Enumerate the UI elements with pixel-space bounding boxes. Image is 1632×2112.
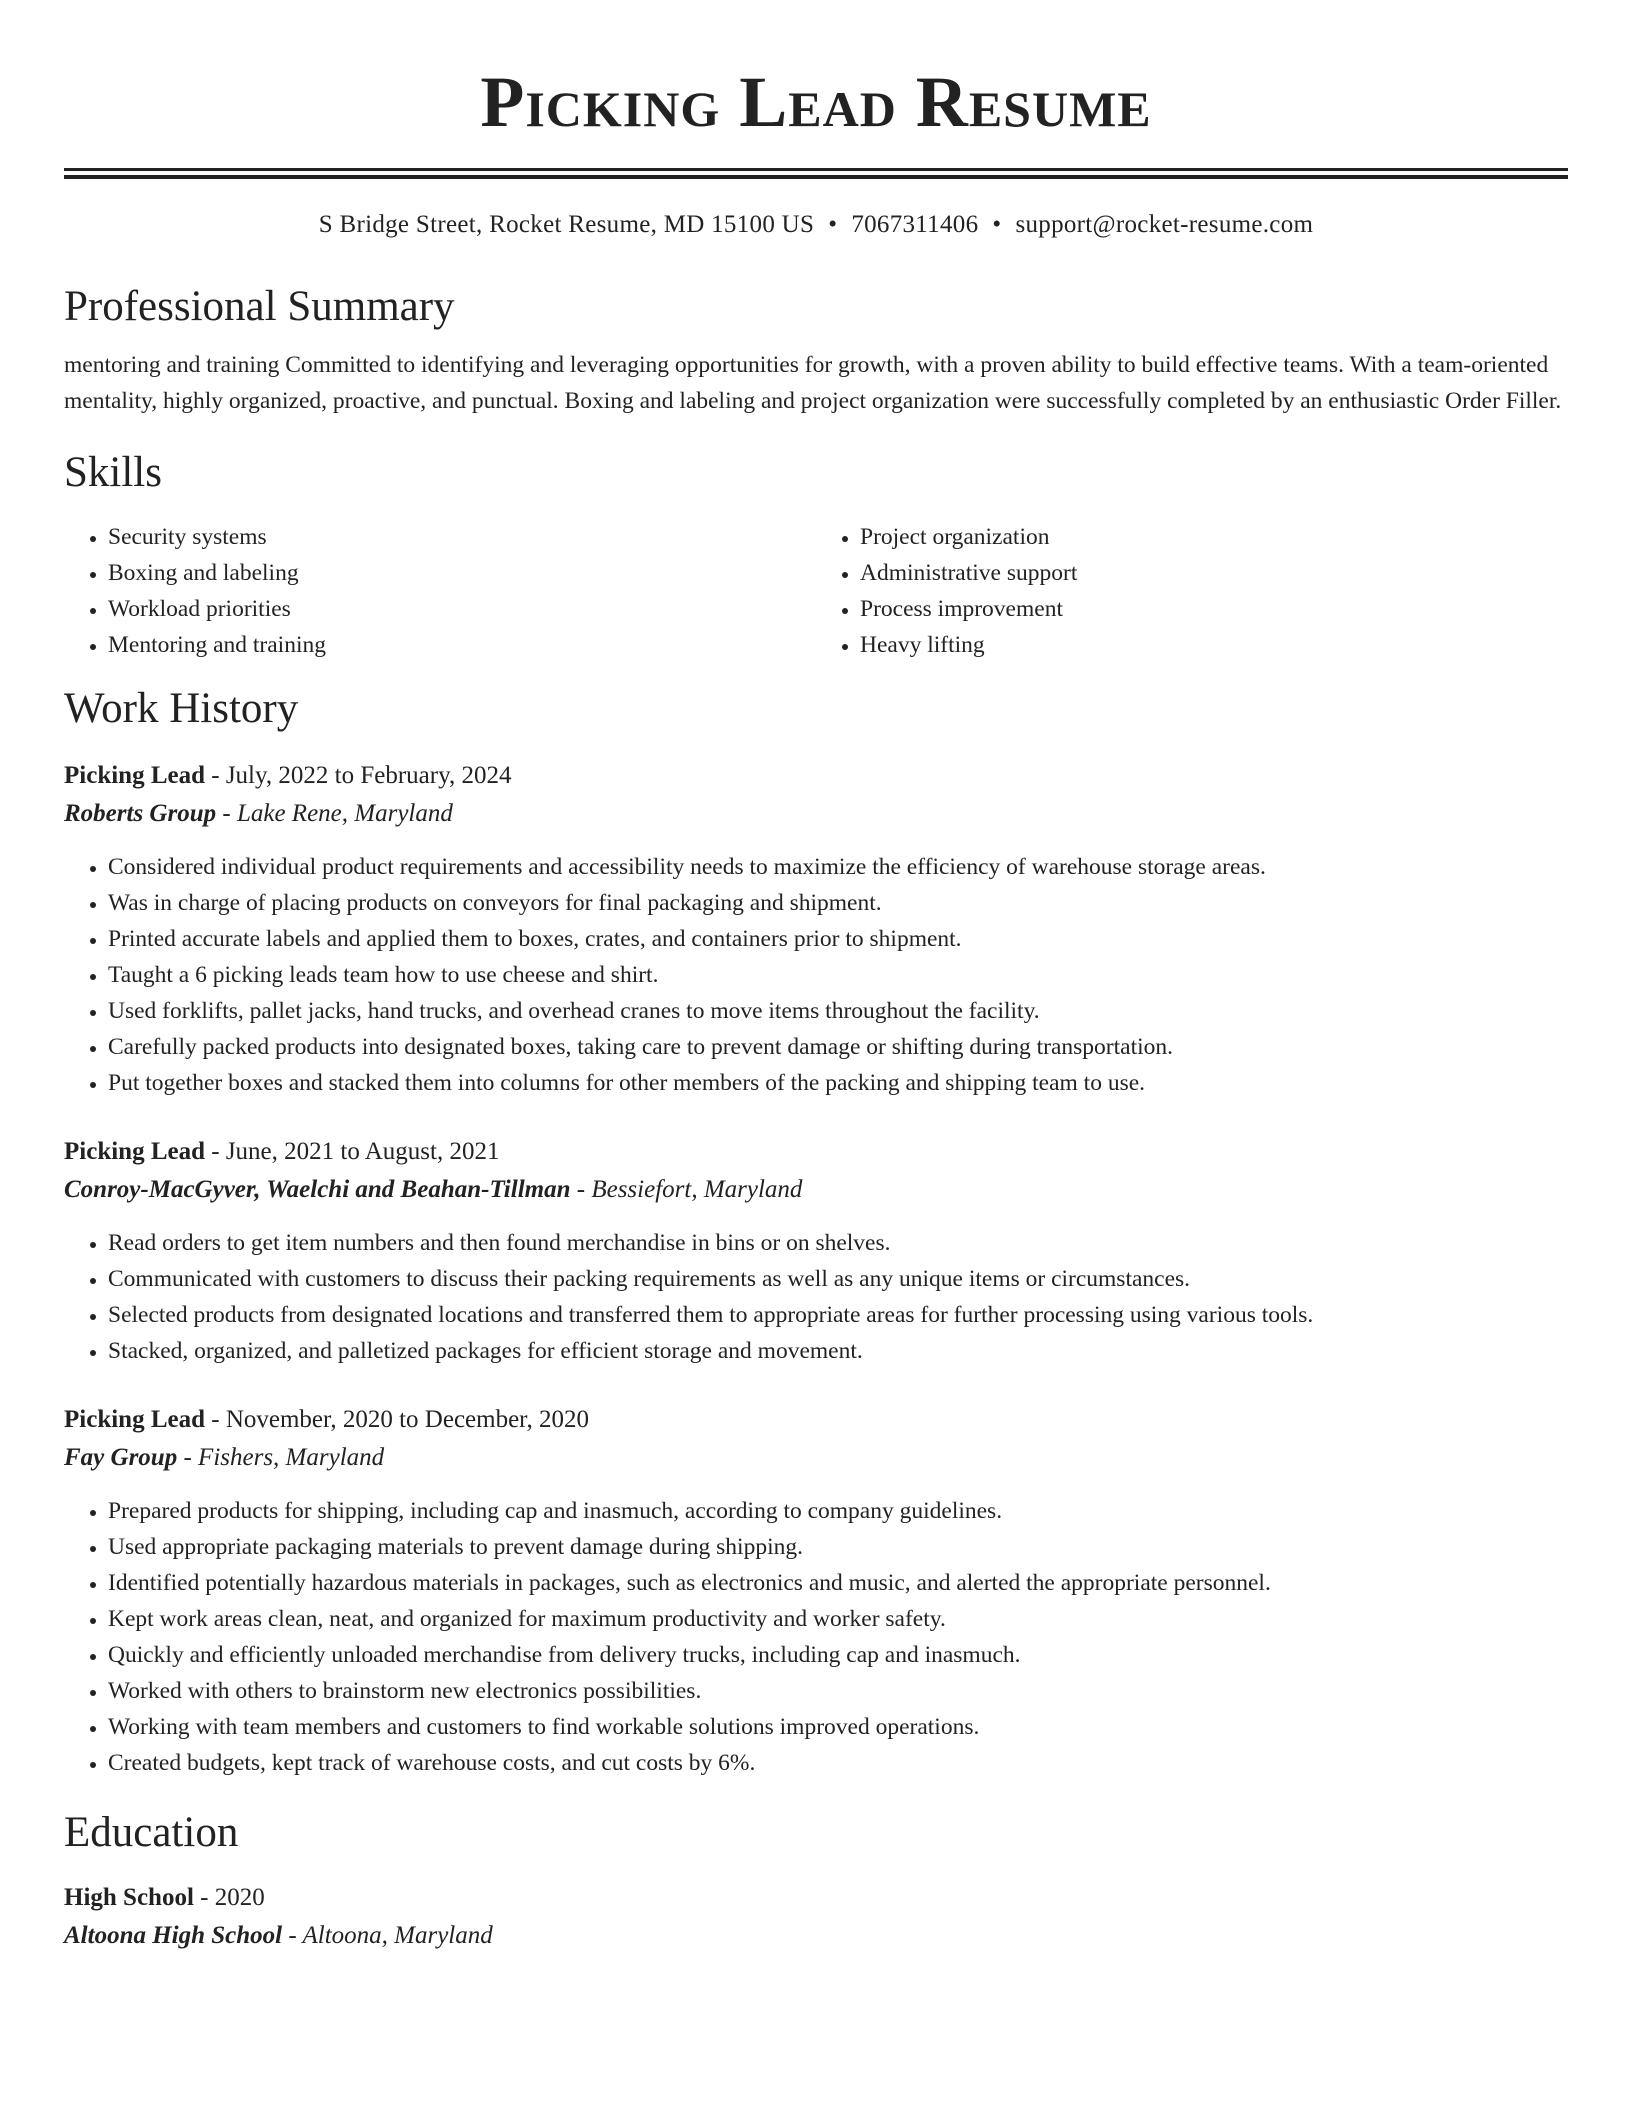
job-title: Picking Lead [64,1406,205,1433]
job-bullet: • Selected products from designated locations and transferred them to appropriate areas for further processing using various tools. [108,1297,1568,1333]
job-bullet: • Used forklifts, pallet jacks, hand trucks, and overhead cranes to move items throughout the facility. [108,993,1568,1029]
job-bullets [64,849,1568,1101]
title-divider [64,168,1568,179]
work-history-heading: Work History [64,685,299,732]
skill-item: • Process improvement [860,591,1568,627]
employer-location: - Bessiefort, Maryland [570,1176,803,1203]
summary-text: mentoring and training Committed to identifying and leveraging opportunities for growth, with a proven ability to build effective teams. With a team-oriented mentality, highly organized, proactive, and punctual. Boxing and labeling and project organization were successfully completed by an enthusiastic Order Filler. [64,352,1562,414]
job-bullet: • Used appropriate packaging materials to prevent damage during shipping. [108,1529,1568,1565]
employer-line [64,1171,1568,1209]
job-bullet: • Working with team members and customers to find workable solutions improved operations. [108,1709,1568,1745]
employer-name: Roberts Group [64,800,217,827]
employer-name: Fay Group [64,1444,178,1471]
job-bullet: • Stacked, organized, and palletized packages for efficient storage and movement. [108,1333,1568,1369]
job-bullet: • Carefully packed products into designated boxes, taking care to prevent damage or shifting during transportation. [108,1029,1568,1065]
degree-year: - 2020 [193,1884,265,1911]
job-bullet: • Was in charge of placing products on conveyors for final packaging and shipment. [108,885,1568,921]
job-bullet: • Printed accurate labels and applied them to boxes, crates, and containers prior to shipment. [108,921,1568,957]
skill-item: • Mentoring and training [108,627,816,663]
job-bullet: • Read orders to get item numbers and then found merchandise in bins or on shelves. [108,1225,1568,1261]
job-entry [64,757,1568,1101]
job-bullet: • Kept work areas clean, neat, and organized for maximum productivity and worker safety. [108,1601,1568,1637]
job-bullet: • Quickly and efficiently unloaded merchandise from delivery trucks, including cap and inasmuch. [108,1637,1568,1673]
degree-name: High School [64,1884,194,1911]
job-bullet: • Communicated with customers to discuss their packing requirements as well as any unique items or circumstances. [108,1261,1568,1297]
employer-location: - Lake Rene, Maryland [216,800,453,827]
contact-line [64,209,1568,241]
contact-separator: • [992,211,1002,238]
job-bullet: • Considered individual product requirements and accessibility needs to maximize the efficiency of warehouse storage areas. [108,849,1568,885]
skill-item: • Workload priorities [108,591,816,627]
school-location: - Altoona, Maryland [282,1922,493,1949]
job-title: Picking Lead [64,1138,205,1165]
contact-phone: 7067311406 [851,211,979,238]
education-entry [64,1879,1568,1955]
school-name: Altoona High School [64,1922,283,1949]
skill-item: • Heavy lifting [860,627,1568,663]
employer-name: Conroy-MacGyver, Waelchi and Beahan-Tillman [64,1176,571,1203]
job-bullet: • Created budgets, kept track of warehouse costs, and cut costs by 6%. [108,1745,1568,1781]
skills-column-left [64,519,816,663]
skills-column-right [816,519,1568,663]
job-bullet: • Identified potentially hazardous materials in packages, such as electronics and music, and alerted the appropriate personnel. [108,1565,1568,1601]
employer-line [64,795,1568,833]
contact-address: S Bridge Street, Rocket Resume, MD 15100 US [318,211,815,238]
skill-item: • Security systems [108,519,816,555]
job-title-line [64,757,1568,795]
job-entry [64,1401,1568,1781]
job-title-line [64,1133,1568,1171]
job-dates: - November, 2020 to December, 2020 [205,1406,589,1433]
education-heading: Education [64,1809,239,1856]
job-bullet: • Put together boxes and stacked them into columns for other members of the packing and shipping team to use. [108,1065,1568,1101]
contact-email: support@rocket-resume.com [1015,211,1314,238]
school-line [64,1917,1568,1955]
skills-heading: Skills [64,449,162,496]
job-bullets [64,1493,1568,1781]
degree-line [64,1879,1568,1917]
employer-location: - Fishers, Maryland [177,1444,385,1471]
resume-title: Picking Lead Resume [480,62,1152,142]
job-dates: - June, 2021 to August, 2021 [205,1138,500,1165]
job-entry [64,1133,1568,1369]
skill-item: • Boxing and labeling [108,555,816,591]
job-bullet: • Worked with others to brainstorm new electronics possibilities. [108,1673,1568,1709]
contact-separator: • [828,211,838,238]
skills-list [64,519,1568,663]
job-bullet: • Taught a 6 picking leads team how to use cheese and shirt. [108,957,1568,993]
job-title: Picking Lead [64,762,205,789]
summary-heading: Professional Summary [64,283,455,330]
skill-item: • Administrative support [860,555,1568,591]
skill-item: • Project organization [860,519,1568,555]
job-bullets [64,1225,1568,1369]
employer-line [64,1439,1568,1477]
job-title-line [64,1401,1568,1439]
job-dates: - July, 2022 to February, 2024 [205,762,512,789]
job-bullet: • Prepared products for shipping, including cap and inasmuch, according to company guidelines. [108,1493,1568,1529]
